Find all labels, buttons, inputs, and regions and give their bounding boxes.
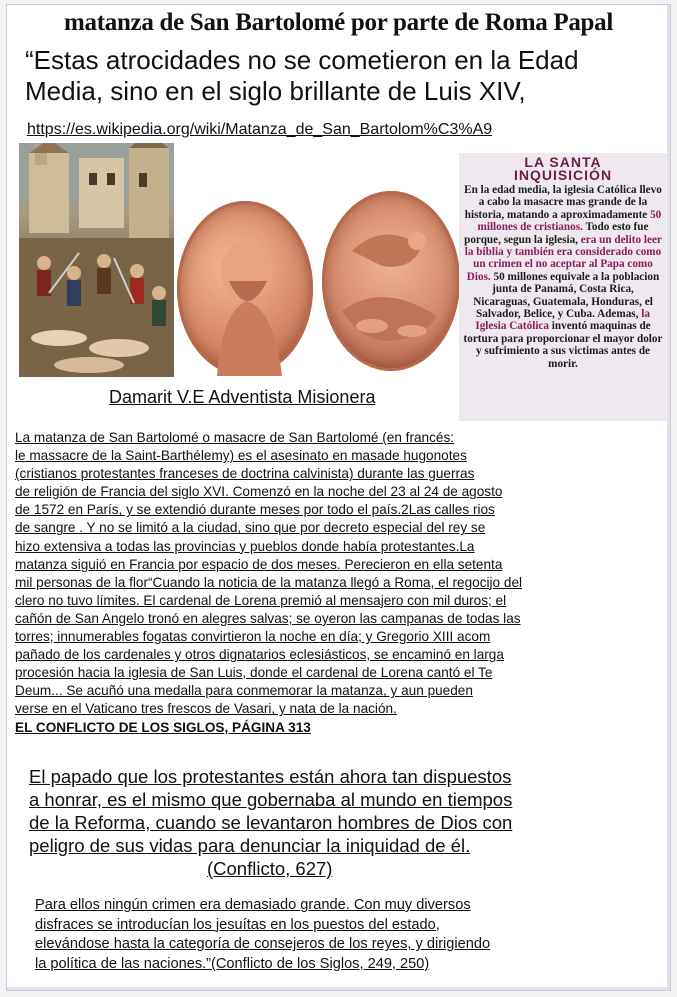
inquisition-text	[459, 182, 667, 370]
wikipedia-link[interactable]: https://es.wikipedia.org/wiki/Matanza_de_San_Bartolom%C3%A9	[27, 121, 493, 138]
inquisition-highlight: era un delito leer la biblia y también era considerado como un crimen el no aceptar al Papa como Dios.	[464, 233, 662, 283]
article-line: Deum... Se acuñó una medalla para conmemorar la matanza, y aun pueden	[15, 683, 473, 699]
intro-quote	[25, 45, 655, 107]
article-line: de religión de Francia del siglo XVI. Comenzó en la noche del 23 al 24 de agosto	[15, 484, 503, 500]
article-source: EL CONFLICTO DE LOS SIGLOS, PÁGINA 313	[15, 719, 311, 735]
medal-reverse-relief	[322, 191, 460, 371]
jesuits-quote-line: Para ellos ningún crimen era demasiado grande. Con muy diversos	[35, 897, 471, 913]
papacy-quote	[29, 765, 659, 880]
article-line: pañado de los cardenales y otros dignatarios eclesiásticos, se encaminó en larga	[15, 647, 504, 663]
massacre-painting-image	[19, 143, 174, 377]
jesuits-quote	[35, 896, 665, 974]
intro-quote-line: Media, sino en el siglo brillante de Luis XIV,	[25, 76, 526, 106]
inquisition-highlight: la Iglesia Católica	[475, 308, 650, 333]
inquisition-heading-line: INQUISICIÓN	[513, 167, 613, 183]
author-credit: Damarit V.E Adventista Misionera	[109, 387, 376, 407]
papacy-quote-line: a honrar, es el mismo que gobernaba al mundo en tiempos	[29, 789, 513, 810]
article-line: le massacre de la Saint-Barthélemy) es el asesinato en masade hugonotes	[15, 448, 467, 464]
article-line: verse en el Vaticano tres frescos de Vasari, y nata de la nación.	[15, 701, 397, 717]
papal-medal-portrait	[177, 201, 313, 376]
article-line: (cristianos protestantes franceses de doctrina calvinista) durante las guerras	[15, 466, 475, 482]
jesuits-quote-line: la política de las naciones.”(Conflicto de los Siglos, 249, 250)	[35, 955, 430, 972]
intro-quote-line: “Estas atrocidades no se cometieron en la Edad	[25, 45, 579, 75]
inquisition-infobox	[459, 153, 667, 421]
inquisition-text-part: 50 millones equivale a la poblacion junta de Panamá, Costa Rica, Nicaraguas, Guatemala, Honduras, el Salvador, Belice, y Cuba. Ademas,	[473, 270, 660, 321]
jesuits-quote-line: elevándose hasta la categoría de consejeros de los reyes, y dirigiendo	[35, 936, 491, 953]
inquisition-text-part: En la edad media, la iglesia Católica llevo a cabo la masacre mas grande de la historia, matando a aproximadamente	[464, 184, 662, 221]
inquisition-text-part: Todo esto fue porque, segun la iglesia,	[464, 221, 649, 246]
article-line: matanza siguió en Francia por espacio de dos meses. Perecieron en ella setenta	[15, 556, 503, 572]
article-line: de sangre . Y no se limitó a la ciudad, sino que por decreto especial del rey se	[15, 520, 486, 536]
medal-portrait-relief	[177, 201, 313, 376]
inquisition-text-part: inventó maquinas de tortura para proporcionar el mayor dolor y sufrimiento a sus victimas antes de morir.	[463, 320, 663, 370]
papal-medal-reverse	[322, 191, 460, 371]
painting-illustration	[19, 143, 174, 377]
page-title: matanza de San Bartolomé por parte de Roma Papal	[64, 9, 613, 36]
article-line: mil personas de la flor“Cuando la noticia de la matanza llegó a Roma, el regocijo del	[15, 574, 523, 590]
article-line: torres; innumerables fogatas convirtieron la noche en día; y Gregorio XIII acom	[15, 629, 491, 645]
article-line: de 1572 en París, y se extendió durante meses por todo el país.2Las calles rios	[15, 502, 495, 518]
article-line: hizo extensiva a todas las provincias y pueblos donde había protestantes.La	[15, 538, 475, 554]
inquisition-heading-line: LA SANTA	[524, 154, 602, 170]
inquisition-highlight: 50 millones de cristianos.	[477, 208, 662, 234]
papacy-quote-citation: (Conflicto, 627)	[207, 858, 333, 879]
papacy-quote-line: de la Reforma, cuando se levantaron hombres de Dios con	[29, 812, 513, 833]
jesuits-quote-line: disfraces se introducían los jesuítas en los puestos del estado,	[35, 916, 440, 933]
papacy-quote-line: El papado que los protestantes están ahora tan dispuestos	[29, 766, 512, 787]
article-text	[15, 429, 655, 737]
article-line: clero no tuvo límites. El cardenal de Lorena premió al mensajero con mil duros; el	[15, 592, 507, 608]
article-line: cañón de San Angelo tronó en alegres salvas; se oyeron las campanas de todas las	[15, 610, 521, 626]
inquisition-heading	[459, 156, 667, 182]
page-frame	[6, 4, 671, 991]
article-line: procesión hacia la iglesia de San Luis, donde el cardenal de Lorena cantó el Te	[15, 665, 493, 681]
papacy-quote-line: peligro de sus vidas para denunciar la iniquidad de él.	[29, 835, 471, 856]
article-line: La matanza de San Bartolomé o masacre de San Bartolomé (en francés:	[15, 430, 455, 445]
